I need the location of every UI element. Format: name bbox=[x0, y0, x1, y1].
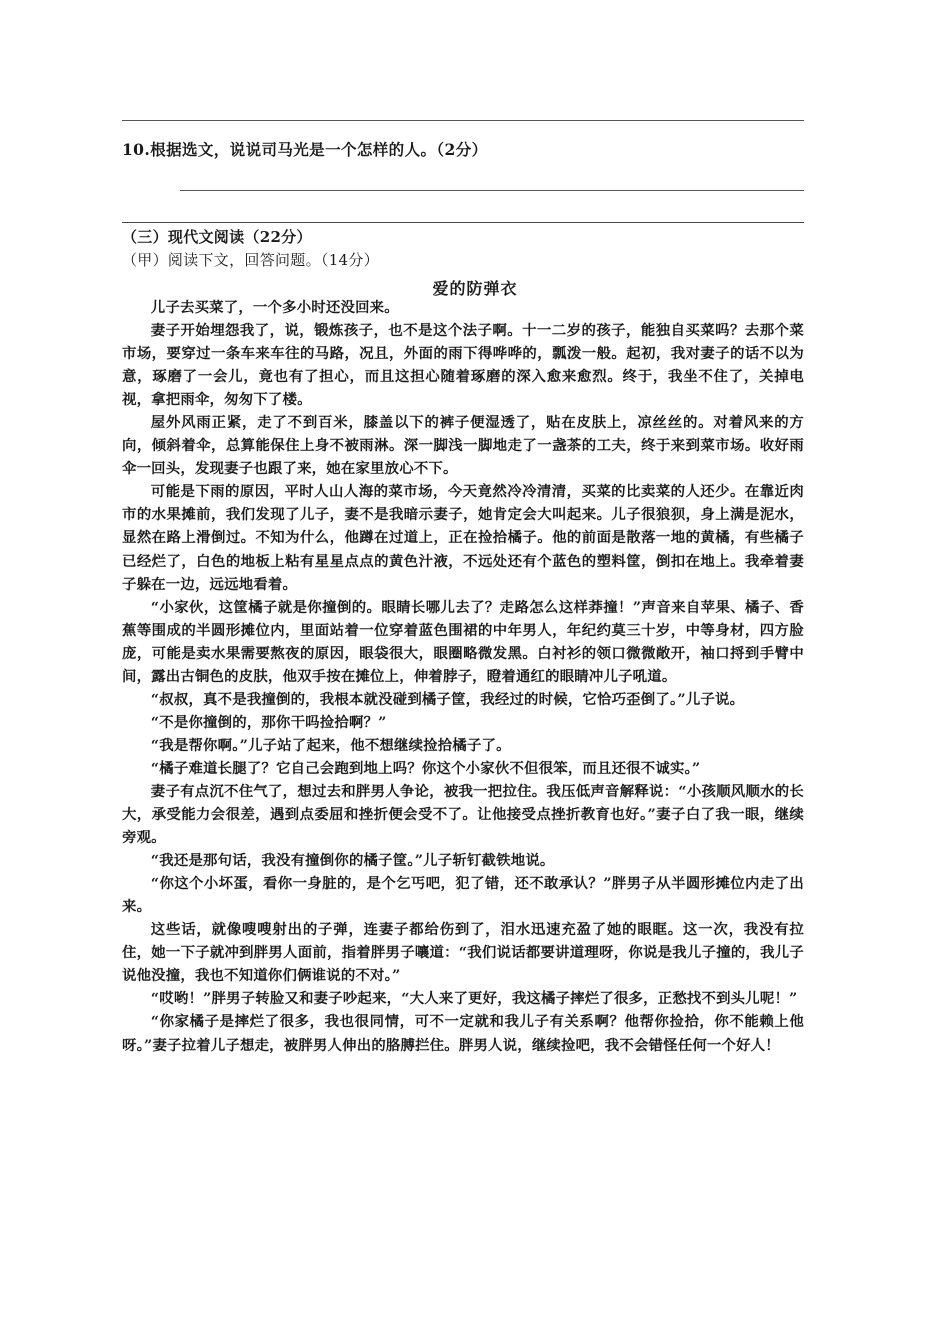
paragraph: “你家橘子是摔烂了很多，我也很同情，可不一定就和我儿子有关系啊？他帮你捡拾，你不能赖上他呀。”妻子拉着儿子想走，被胖男人伸出的胳膊拦住。胖男人说，继续捡吧，我不会错怪任何一个好人！ bbox=[122, 1013, 804, 1054]
paragraph: 这些话，就像嗖嗖射出的子弹，连妻子都给伤到了，泪水迅速充盈了她的眼眶。这一次，我没有拉住，她一下子就冲到胖男人面前，指着胖男子嚷道：“我们说话都要讲道理呀，你说是我儿子撞的，我儿子说他没撞，我也不知道你们俩谁说的不对。” bbox=[122, 921, 804, 985]
paragraph: 妻子有点沉不住气了，想过去和胖男人争论，被我一把拉住。我压低声音解释说：“小孩顺风顺水的长大，承受能力会很差，遇到点委屈和挫折便会受不了。让他接受点挫折教育也好。”妻子白了我一眼，继续旁观。 bbox=[122, 782, 804, 847]
article-title: 爱的防弹衣 bbox=[432, 279, 518, 298]
paragraph: “你这个小坏蛋，看你一身脏的，是个乞丐吧，犯了错，还不敢承认？”胖男子从半圆形摊位内走了出来。 bbox=[122, 875, 804, 916]
paragraph: 儿子去买菜了，一个多小时还没回来。 bbox=[150, 299, 399, 316]
paragraph: “我是帮你啊。”儿子站了起来，他不想继续捡拾橘子了。 bbox=[150, 736, 511, 754]
section-3-heading: （三）现代文阅读（22分） bbox=[122, 228, 312, 246]
paragraph: “哎哟！”胖男子转脸又和妻子吵起来，“大人来了更好，我这橘子摔烂了很多，正愁找不到头儿呢！” bbox=[150, 990, 798, 1008]
paragraph: 可能是下雨的原因，平时人山人海的菜市场，今天竟然冷冷清清，买菜的比卖菜的人还少。在靠近肉市的水果摊前，我们发现了儿子，妻不是我暗示妻子，她肯定会大叫起来。儿子很狼狈，身上满是泥水，显然在路上滑倒过。不知为什么，他蹲在过道上，正在捡拾橘子。他的前面是散落一地的黄橘，有些橘子已经烂了，白色的地板上粘有星星点点的黄色汁液，不远处还有个蓝色的塑料筐，倒扣在地上。我牵着妻子躲在一边，远远地看着。 bbox=[122, 483, 804, 593]
answer-line bbox=[122, 120, 804, 121]
paragraph: “叔叔，真不是我撞倒的，我根本就没碰到橘子筐，我经过的时候，它恰巧歪倒了。”儿子说。 bbox=[150, 690, 745, 708]
paragraph: 妻子开始埋怨我了，说，锻炼孩子，也不是这个法子啊。十一二岁的孩子，能独自买菜吗？去那个菜市场，要穿过一条车来车往的马路，况且，外面的雨下得哗哗的，瓢泼一般。起初，我对妻子的话不以为意，琢磨了一会儿，竟也有了担心，而且这担心随着琢磨的深入愈来愈烈。终于，我坐不住了，关掉电视，拿把雨伞，匆匆下了楼。 bbox=[122, 322, 804, 409]
answer-line bbox=[180, 190, 804, 191]
part-a-instruction: （甲）阅读下文，回答问题。（14分） bbox=[122, 251, 379, 269]
question-10: 10.根据选文，说说司马光是一个怎样的人。（2分） bbox=[122, 140, 488, 159]
paragraph: 屋外风雨正紧，走了不到百米，膝盖以下的裤子便湿透了，贴在皮肤上，凉丝丝的。对着风来的方向，倾斜着伞，总算能保住上身不被雨淋。深一脚浅一脚地走了一盏茶的工夫，终于来到菜市场。收好雨伞一回头，发现妻子也跟了来，她在家里放心不下。 bbox=[122, 414, 804, 478]
paragraph: “橘子难道长腿了？它自己会跑到地上吗？你这个小家伙不但很笨，而且还很不诚实。” bbox=[150, 759, 701, 777]
paragraph: “不是你撞倒的，那你干吗捡拾啊？” bbox=[150, 713, 387, 731]
article-body bbox=[122, 296, 804, 1057]
paragraph: “我还是那句话，我没有撞倒你的橘子筐。”儿子斩钉截铁地说。 bbox=[150, 852, 555, 870]
paragraph: “小家伙，这筐橘子就是你撞倒的。眼睛长哪儿去了？走路怎么这样莽撞！”声音来自苹果、橘子、香蕉等围成的半圆形摊位内，里面站着一位穿着蓝色围裙的中年男人，年纪约莫三十岁，中等身材，四方脸庞，可能是卖水果需要熬夜的原因，眼袋很大，眼圈略微发黑。白衬衫的领口微微敞开，袖口捋到手臂中间，露出古铜色的皮肤，他双手按在摊位上，伸着脖子，瞪着通红的眼睛冲儿子吼道。 bbox=[122, 598, 804, 685]
section-divider bbox=[122, 222, 804, 223]
